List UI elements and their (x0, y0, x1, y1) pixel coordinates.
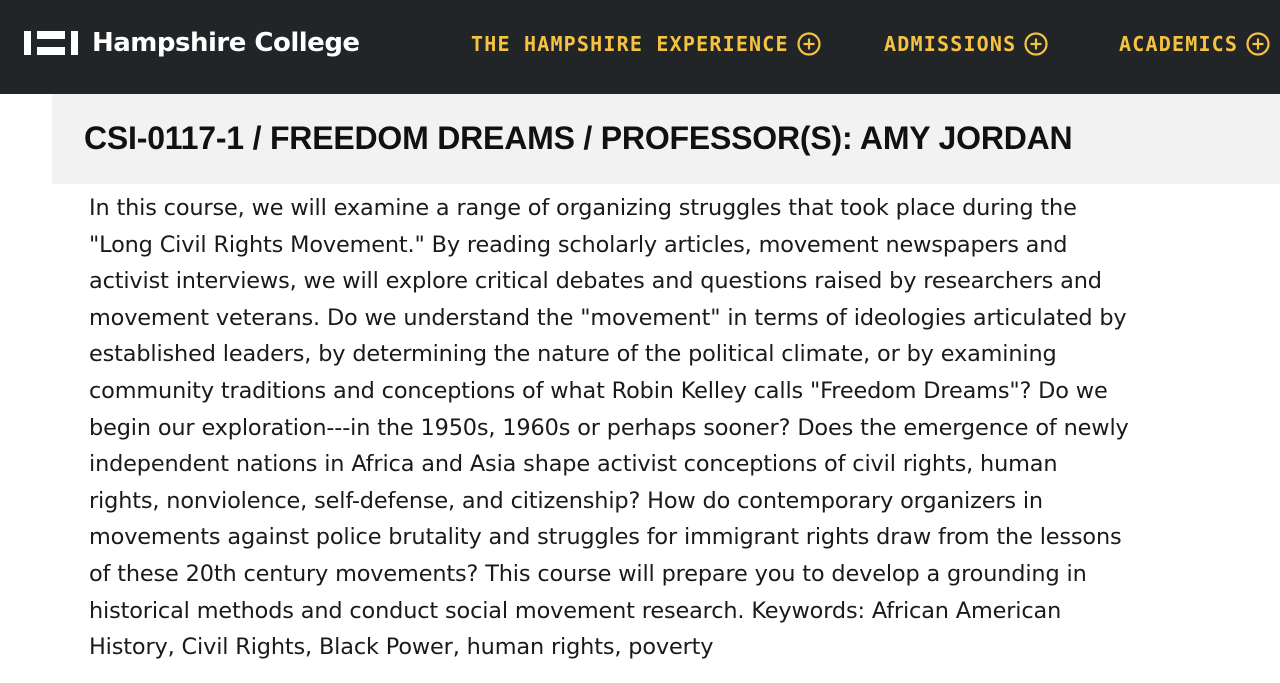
plus-circle-icon[interactable] (797, 32, 821, 56)
plus-circle-icon[interactable] (1246, 32, 1270, 56)
site-header (0, 0, 1280, 94)
nav-label: ADMISSIONS (884, 32, 1017, 56)
nav-academics[interactable] (1119, 28, 1270, 60)
course-description: In this course, we will examine a range of organizing struggles that took place during the "Long Civil Rights Movement." By reading scholarly articles, movement newspapers and activist interviews, we will explore critical debates and questions raised by researchers and movement veterans. Do we understand the "movement" in terms of ideologies articulated by established leaders, by determining the nature of the political climate, or by examining community traditions and conceptions of what Robin Kelley calls "Freedom Dreams"? Do we begin our exploration---in the 1950s, 1960s or perhaps sooner? Does the emergence of newly independent nations in Africa and Asia shape activist conceptions of civil rights, human rights, nonviolence, self-defense, and citizenship? How do contemporary organizers in movements against police brutality and struggles for immigrant rights draw from the lessons of these 20th century movements? This course will prepare you to develop a grounding in historical methods and conduct social movement research. Keywords: African American History, Civil Rights, Black Power, human rights, poverty (89, 195, 1129, 661)
course-title: CSI-0117-1 / FREEDOM DREAMS / PROFESSOR(S): AMY JORDAN (84, 120, 1073, 156)
nav-admissions[interactable] (884, 28, 1048, 60)
nav-label: ACADEMICS (1119, 32, 1239, 56)
nav-label: THE HAMPSHIRE EXPERIENCE (471, 32, 789, 56)
course-title-band (52, 94, 1280, 184)
hampshire-logo-icon (24, 31, 78, 55)
home-logo-link[interactable] (24, 26, 360, 60)
brand-name: Hampshire College (92, 28, 360, 58)
plus-circle-icon[interactable] (1024, 32, 1048, 56)
nav-hampshire-experience[interactable] (471, 28, 821, 60)
